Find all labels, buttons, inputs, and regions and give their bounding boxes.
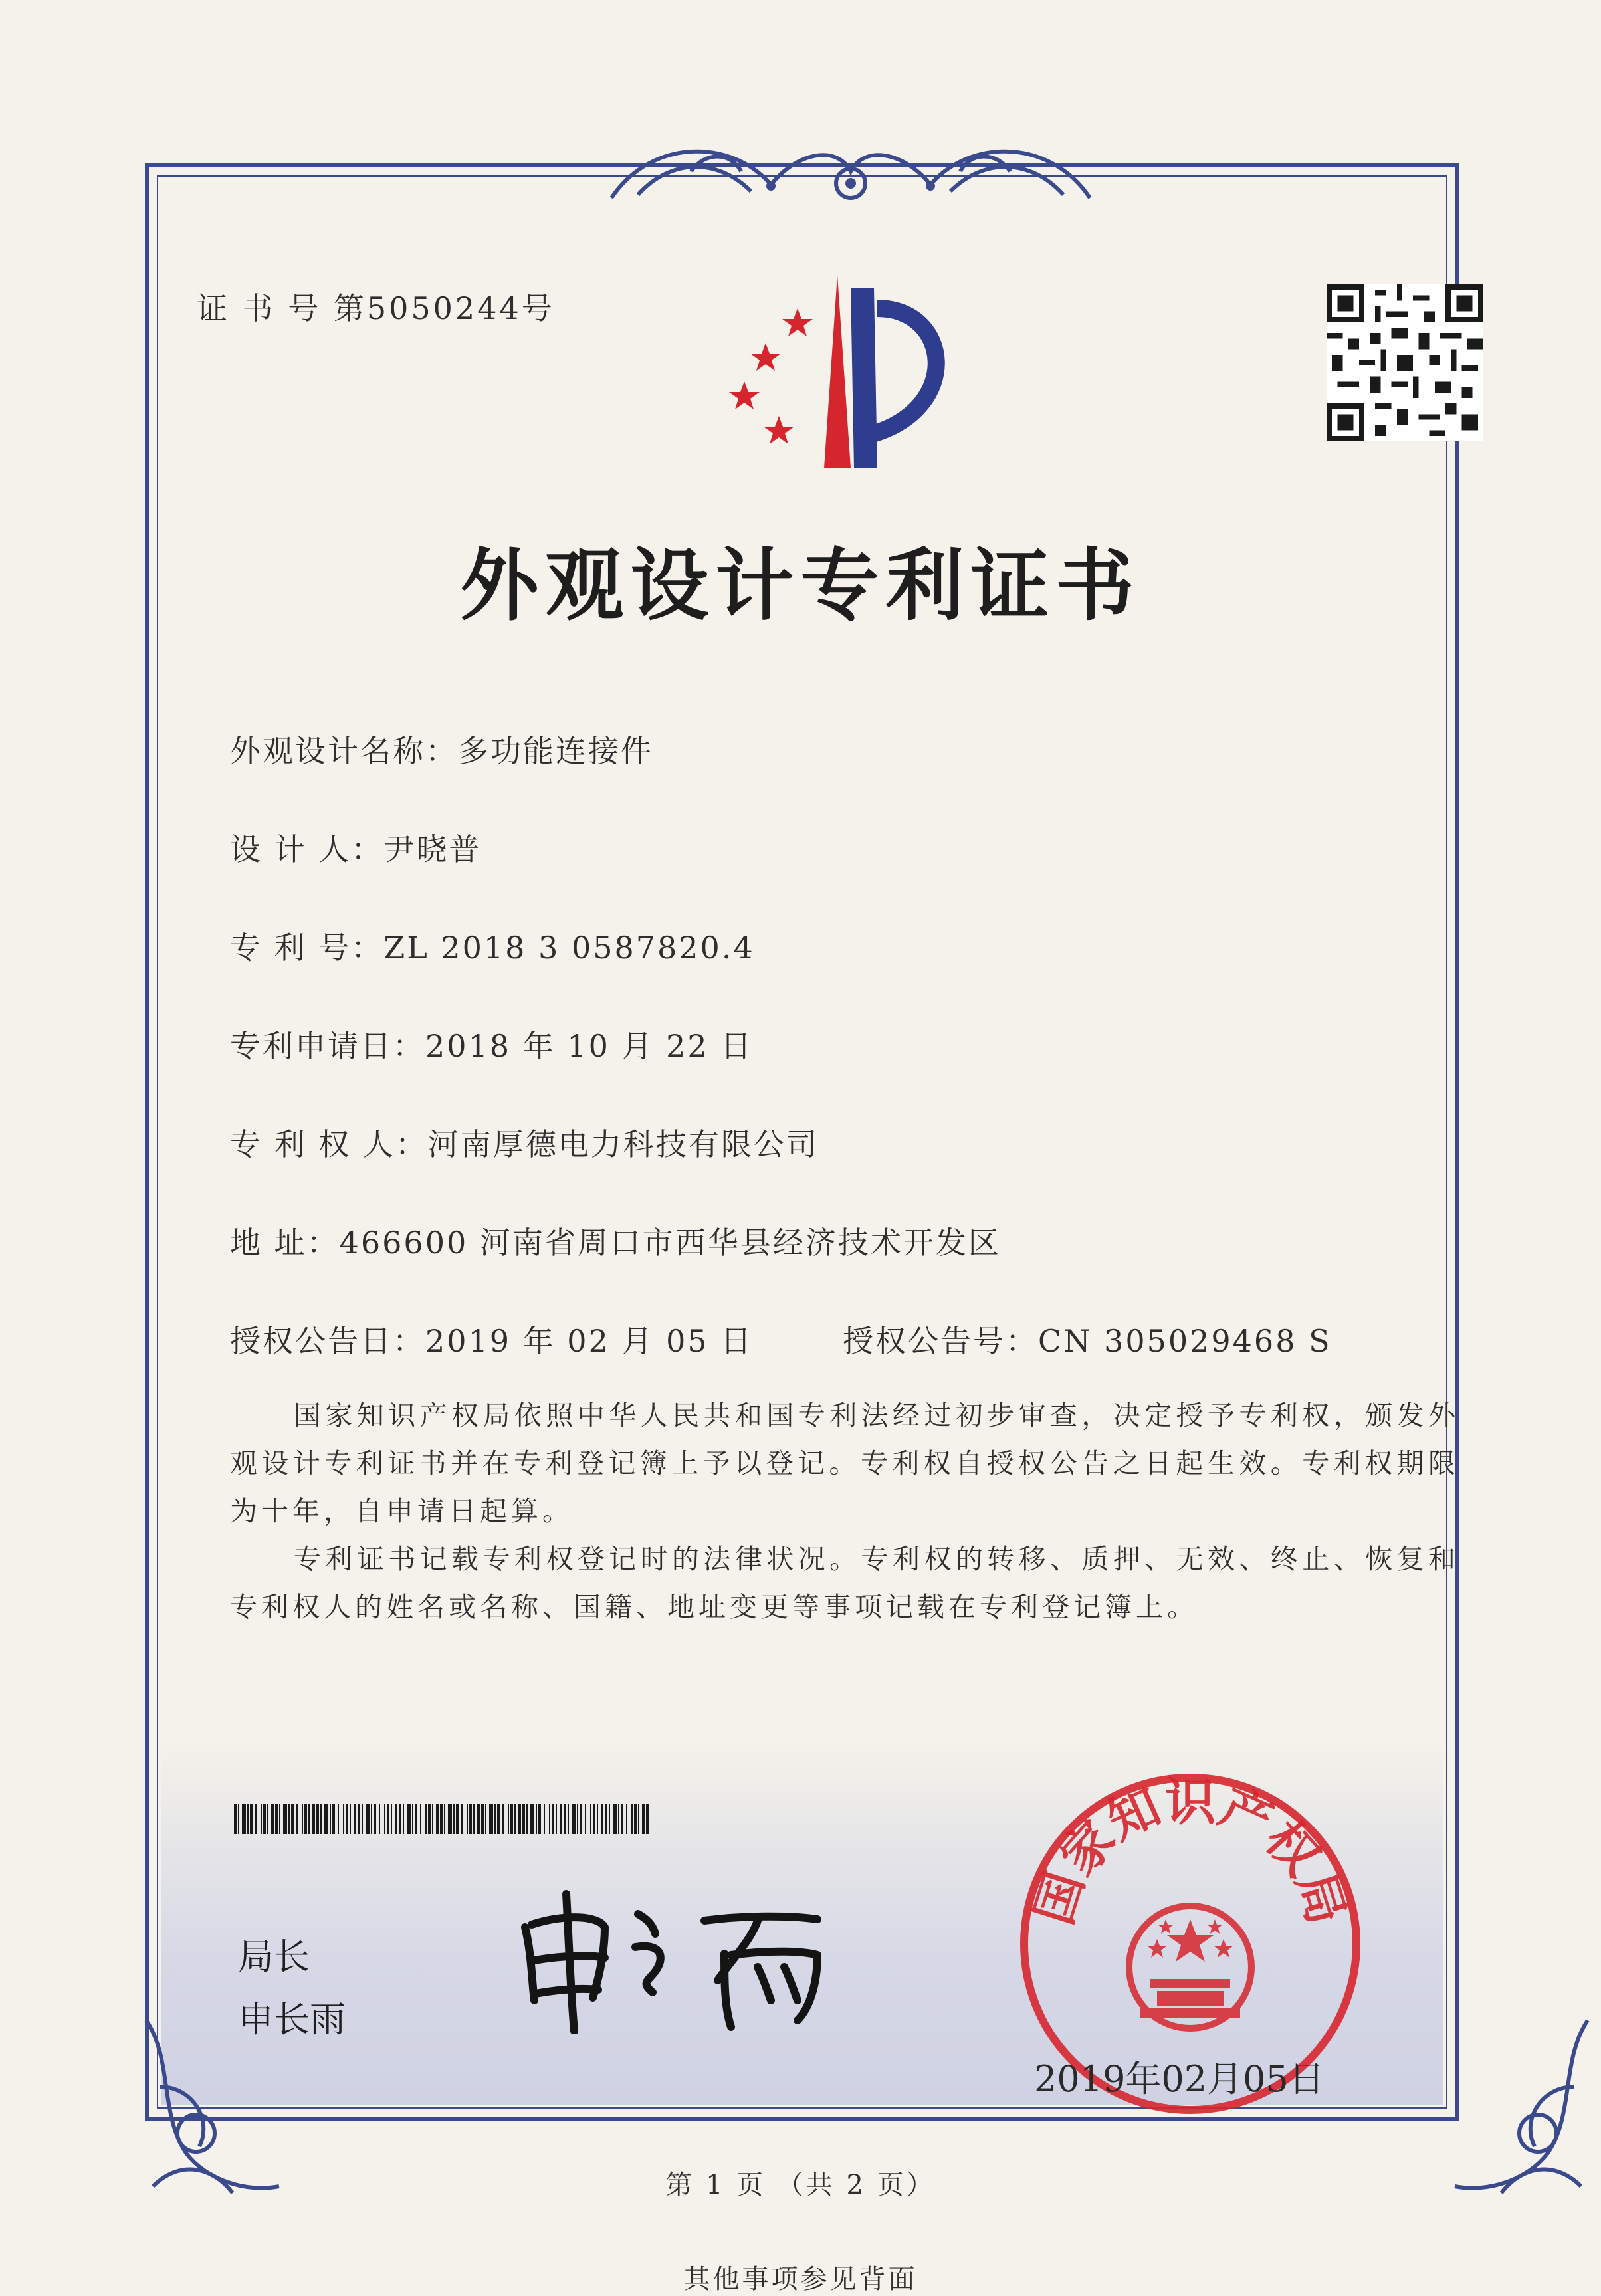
field-value: 河南厚德电力科技有限公司 [427,1126,819,1162]
qr-code [1327,284,1483,441]
field-label: 外观设计名称： [230,733,458,769]
field-designer [230,825,481,869]
field-value: 466600 河南省周口市西华县经济技术开发区 [339,1225,1001,1261]
director-name: 申长雨 [238,1998,346,2040]
statement-paragraph-2: 专利证书记载专利权登记时的法律状况。专利权的转移、质押、无效、终止、恢复和专利权人的姓名或名称、国籍、地址变更等事项记载在专利登记簿上。 [230,1543,1459,1623]
director-signature [505,1881,851,2034]
patent-office-emblem [718,268,970,478]
certificate-number: 证 书 号 第5050244号 [197,290,555,326]
field-label: 专利申请日： [230,1028,425,1064]
field-address [230,1219,1001,1263]
footer-note: 其他事项参见背面 [683,2264,918,2295]
statement-paragraph-1: 国家知识产权局依照中华人民共和国专利法经过初步审查，决定授予专利权，颁发外观设计专利证书并在专利登记簿上予以登记。专利权自授权公告之日起生效。专利权期限为十年，自申请日起算。 [230,1400,1459,1527]
field-label: 授权公告日： [230,1323,425,1359]
field-value: 尹晓普 [383,831,482,867]
director-title: 局长 [238,1936,310,1978]
field-label: 专 利 权 人： [230,1126,428,1162]
field-design-name [230,727,653,771]
field-value: ZL 2018 3 0587820.4 [383,930,755,966]
field-value: CN 305029468 S [1038,1323,1332,1359]
field-label: 授权公告号： [843,1323,1038,1359]
field-value: 2019 年 02 月 05 日 [425,1323,754,1359]
field-auth-date [230,1317,753,1361]
field-label: 设 计 人： [230,831,384,867]
top-ornament [598,125,1103,211]
page-number: 第 1 页 （共 2 页） [665,2170,936,2200]
certificate-title: 外观设计专利证书 [460,539,1141,631]
field-application-date [230,1022,753,1066]
field-patentee [230,1120,819,1164]
seal-date: 2019年02月05日 [1034,2058,1325,2100]
field-label: 地 址： [230,1225,340,1261]
barcode [234,1804,650,1834]
field-value: 2018 年 10 月 22 日 [425,1028,754,1064]
field-label: 专 利 号： [230,930,384,966]
field-patent-number [230,924,755,968]
seal-text: 国家知识产权局 [1023,1772,1357,1931]
field-value: 多功能连接件 [458,733,653,769]
field-auth-number [843,1317,1332,1361]
